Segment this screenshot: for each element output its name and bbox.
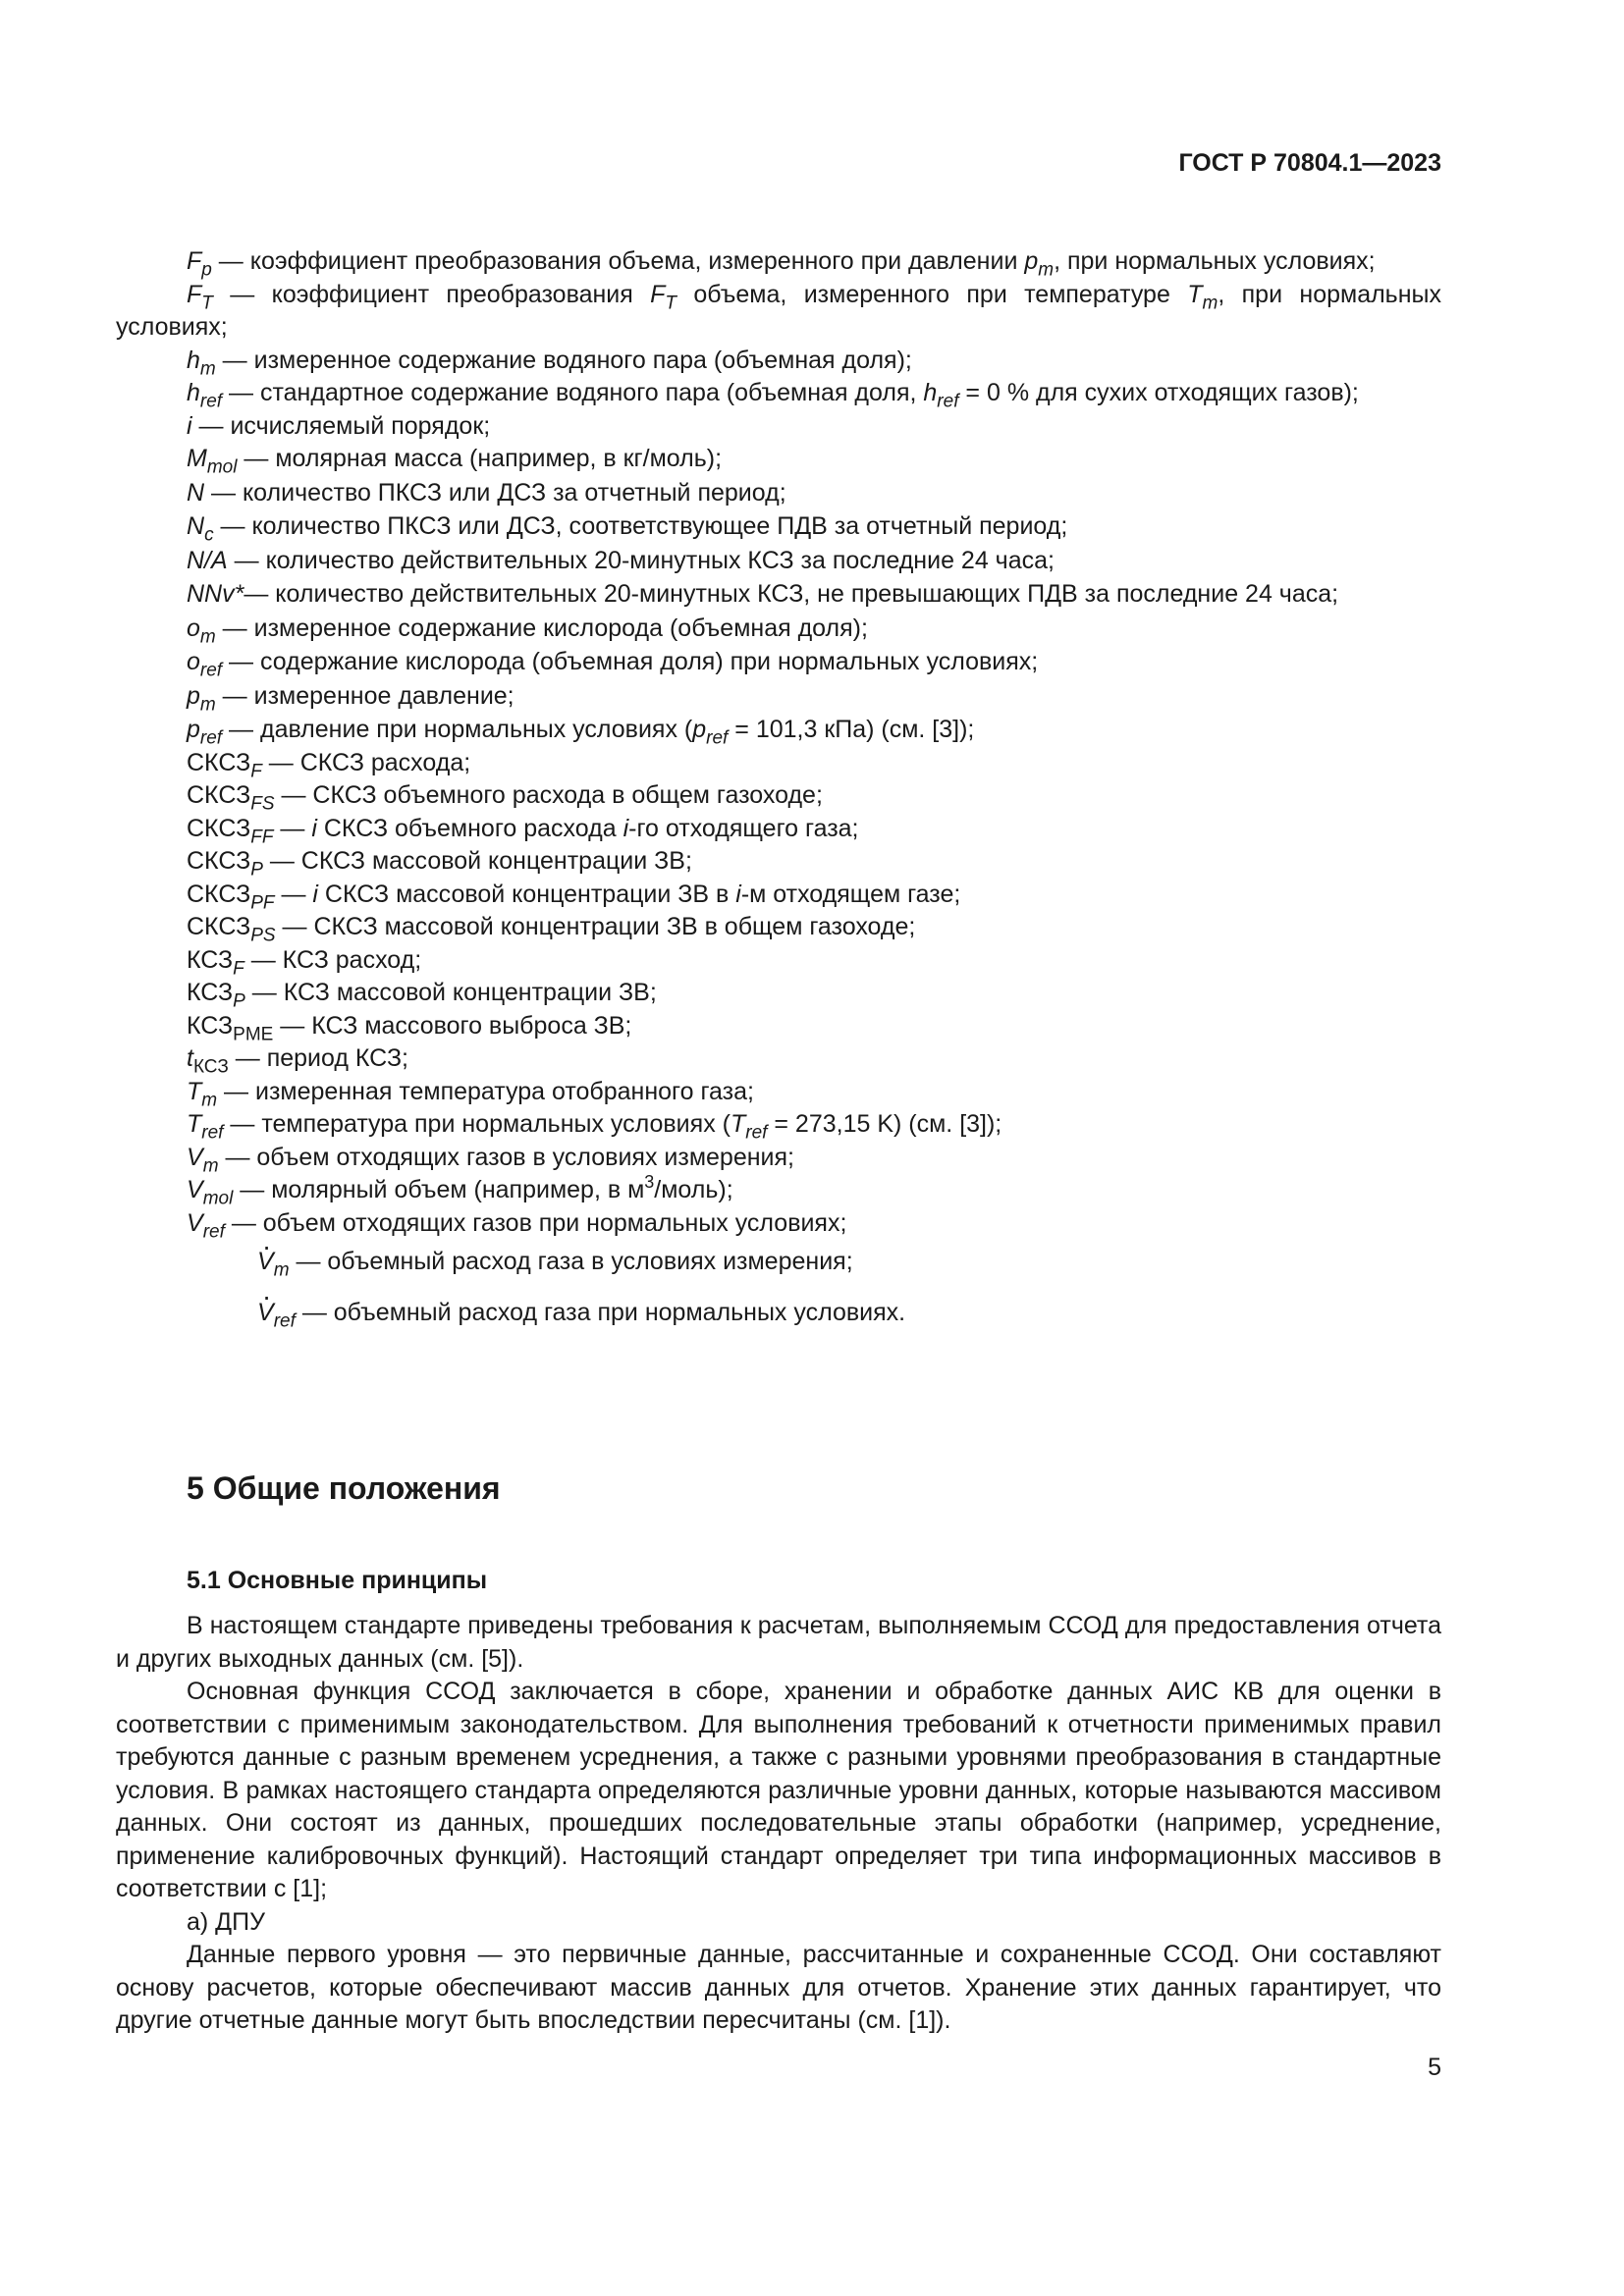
definition-text: -го отходящего газа;	[628, 814, 859, 842]
definition-text: СКСЗ	[187, 913, 251, 940]
symbol: NNv*	[187, 580, 244, 608]
symbol: i	[312, 880, 318, 908]
definition-text: — объемный расход газа в условиях измерения;	[289, 1248, 853, 1275]
body-text	[116, 1610, 1441, 2038]
definition-text: -м отходящем газе;	[740, 880, 961, 908]
definition-text: СКСЗ объемного расхода	[316, 814, 623, 842]
definition-text: — количество ПКСЗ или ДСЗ, соответствующее ПДВ за отчетный период;	[213, 512, 1068, 540]
definition-item	[116, 410, 1441, 444]
symbol: T	[187, 1110, 202, 1138]
definition-item	[116, 645, 1441, 679]
definition-item	[116, 345, 1441, 378]
definition-text: — стандартное содержание водяного пара (объемная доля,	[222, 379, 924, 406]
definition-item	[116, 245, 1441, 279]
subscript: m	[199, 358, 216, 380]
subscript: P	[233, 990, 245, 1012]
definition-item	[116, 879, 1441, 912]
definition-item	[116, 1042, 1441, 1076]
definition-text: /моль);	[654, 1176, 733, 1203]
definition-text: — измеренное давление;	[215, 681, 514, 710]
subscript: ref	[199, 660, 223, 681]
subscript: КСЗ	[192, 1056, 229, 1078]
paragraph: Основная функция ССОД заключается в сборе, хранении и обработке данных АИС КВ для оценки в соответствии с применимым законодательством. Для выполнения требований к отчетности применимых правил требуются данные с разным временем усреднения, а также с разными уровнями преобразования в стандартные условия. В рамках настоящего стандарта определяются различные уровни данных, которые называются массивом данных. Они состоят из данных, прошедших последовательные этапы обработки (например, усреднение, применение калибровочных функций). Настоящий стандарт определяет три типа информационных массивов в соответствии с [1];	[116, 1678, 1441, 1902]
symbol: T	[187, 1077, 202, 1105]
definition-item	[116, 1207, 1441, 1241]
subscript: ref	[199, 391, 223, 412]
definition-text: КСЗ	[187, 945, 234, 974]
definition-text: = 0 % для сухих отходящих газов);	[958, 379, 1359, 406]
symbol: p	[187, 716, 200, 743]
subscript: ref	[202, 1221, 225, 1243]
definition-item	[116, 1142, 1441, 1175]
symbol: i	[311, 814, 317, 842]
subscript: FS	[250, 793, 275, 815]
subscript: ref	[201, 1122, 224, 1144]
definition-text: — объемный расход газа при нормальных условиях.	[295, 1298, 906, 1326]
subscript: m	[199, 626, 216, 648]
definition-text: — КСЗ массового выброса ЗВ;	[273, 1011, 632, 1040]
definition-item	[116, 544, 1441, 578]
definition-text: СКСЗ	[187, 880, 251, 908]
subscript: PME	[233, 1024, 274, 1045]
definition-text: — коэффициент преобразования	[212, 280, 651, 308]
subscript: mol	[206, 456, 238, 478]
subscript: ref	[199, 727, 223, 749]
symbol: o	[187, 648, 200, 675]
subscript: m	[199, 694, 216, 716]
subscript: T	[665, 293, 677, 314]
symbol: h	[187, 379, 200, 406]
definition-item	[116, 1076, 1441, 1109]
symbol: o	[187, 614, 200, 642]
paragraph: Данные первого уровня — это первичные данные, рассчитанные и сохраненные ССОД. Они составляют основу расчетов, которые обеспечивают массив данных для отчетов. Хранение этих данных гарантирует, что другие отчетные данные могут быть впоследствии пересчитаны (см. [1]).	[116, 1941, 1441, 2034]
subscript: m	[1038, 259, 1055, 281]
subscript: T	[201, 293, 213, 314]
symbol: h	[923, 379, 938, 406]
definition-item	[116, 944, 1441, 978]
symbol: V	[187, 1176, 203, 1203]
subscript: m	[1202, 293, 1218, 314]
subscript: PF	[250, 892, 275, 914]
list-item: а) ДПУ	[187, 1907, 265, 1936]
subscript: ref	[937, 391, 959, 412]
definition-text: — содержание кислорода (объемная доля) при нормальных условиях;	[222, 648, 1039, 675]
definition-text: КСЗ	[187, 979, 234, 1006]
symbol: F	[187, 280, 202, 308]
definition-item	[116, 779, 1441, 813]
definition-text: — КСЗ расход;	[244, 945, 422, 974]
symbol: p	[187, 681, 200, 710]
definition-text: — СКСЗ объемного расхода в общем газоходе;	[274, 781, 823, 809]
subscript: ref	[706, 727, 729, 749]
symbol: i	[187, 411, 192, 440]
definition-item	[116, 713, 1441, 747]
symbol: N/A	[187, 546, 228, 574]
definition-item	[116, 1108, 1441, 1142]
symbol: M	[187, 445, 207, 472]
symbol: p	[692, 716, 707, 743]
subscript: m	[201, 1090, 218, 1111]
symbol: t	[187, 1044, 193, 1072]
definition-text: — молярный объем (например, в м	[233, 1176, 645, 1203]
definition-text: —	[273, 814, 312, 842]
definition-item	[116, 1246, 1441, 1279]
definition-text: СКСЗ	[187, 814, 251, 842]
symbol: i	[735, 880, 741, 908]
symbol: h	[187, 346, 200, 374]
symbol: V	[187, 1208, 203, 1237]
page-number: 5	[1428, 2054, 1441, 2081]
subsection-title: 5.1 Основные принципы	[187, 1567, 488, 1594]
definition-text: — количество действительных 20-минутных КСЗ за последние 24 часа;	[227, 546, 1055, 574]
symbol: F	[650, 280, 666, 308]
definition-text: — температура при нормальных условиях (	[223, 1110, 731, 1138]
definition-text: — СКСЗ расхода;	[261, 748, 471, 776]
definition-text: объема, измеренного при температуре	[677, 280, 1188, 308]
subscript: F	[233, 958, 244, 980]
definition-text: — измеренное содержание кислорода (объемная доля);	[215, 614, 868, 642]
subscript: P	[250, 859, 263, 881]
document-code: ГОСТ Р 70804.1—2023	[1178, 149, 1441, 177]
definition-text: — измеренное содержание водяного пара (объемная доля);	[215, 346, 912, 374]
symbol: · V	[187, 1297, 274, 1330]
symbol: V	[187, 1143, 203, 1171]
definition-text: — количество действительных 20-минутных КСЗ, не превышающих ПДВ за последние 24 часа;	[244, 580, 1339, 608]
subscript: FF	[250, 827, 274, 848]
definition-text: — количество ПКСЗ или ДСЗ за отчетный период;	[204, 478, 786, 507]
symbol: · V	[187, 1246, 274, 1279]
definition-text: — КСЗ массовой концентрации ЗВ;	[244, 979, 657, 1006]
definition-text: СКСЗ	[187, 781, 251, 809]
definition-text: — давление при нормальных условиях (	[222, 716, 693, 743]
definition-text: — объем отходящих газов при нормальных условиях;	[224, 1208, 847, 1237]
definition-item	[116, 476, 1441, 510]
definition-text: — исчисляемый порядок;	[191, 411, 491, 440]
definition-text: — СКСЗ массовой концентрации ЗВ;	[262, 847, 692, 875]
definition-item	[116, 813, 1441, 846]
definition-item	[116, 1297, 1441, 1330]
definition-text: —	[274, 880, 313, 908]
definition-text: , при нормальных условиях;	[116, 280, 1441, 341]
definition-text: — объем отходящих газов в условиях измерения;	[218, 1143, 794, 1171]
definition-text: — измеренная температура отобранного газа;	[217, 1077, 754, 1105]
subscript: ref	[745, 1122, 768, 1144]
symbol: i	[623, 814, 629, 842]
definition-item	[116, 279, 1441, 345]
definition-item	[116, 911, 1441, 944]
definition-text: — коэффициент преобразования объема, измеренного при давлении	[211, 247, 1025, 275]
definition-text: , при нормальных условиях;	[1054, 247, 1376, 275]
subscript: m	[202, 1155, 219, 1177]
superscript: 3	[644, 1172, 655, 1193]
symbol: T	[1187, 280, 1203, 308]
definition-item	[116, 577, 1441, 612]
symbol: N	[187, 478, 205, 507]
definition-text: СКСЗ массовой концентрации ЗВ в	[317, 880, 736, 908]
symbol: T	[730, 1110, 746, 1138]
definition-item	[116, 977, 1441, 1010]
symbol: p	[1024, 247, 1039, 275]
definition-text: — период КСЗ;	[228, 1044, 408, 1072]
symbol: F	[187, 247, 202, 275]
definition-text: = 273,15 K) (см. [3]);	[767, 1110, 1002, 1138]
definition-item	[116, 679, 1441, 714]
definition-item	[116, 747, 1441, 780]
definition-text: СКСЗ	[187, 748, 251, 776]
definition-item	[116, 612, 1441, 646]
subscript: mol	[202, 1188, 234, 1209]
definition-item	[116, 1174, 1441, 1207]
definitions-list	[116, 245, 1441, 1332]
definition-text: = 101,3 кПа) (см. [3]);	[728, 716, 975, 743]
definition-text: КСЗ	[187, 1011, 234, 1040]
definition-item	[116, 377, 1441, 410]
subscript: PS	[250, 925, 276, 946]
definition-text: СКСЗ	[187, 847, 251, 875]
section-title: 5 Общие положения	[187, 1470, 501, 1506]
definition-item	[116, 1010, 1441, 1043]
subscript: c	[204, 524, 214, 546]
subscript: p	[201, 259, 212, 281]
symbol: N	[187, 512, 205, 540]
definition-item	[116, 443, 1441, 476]
definition-item	[116, 845, 1441, 879]
definition-text: — молярная масса (например, в кг/моль);	[237, 445, 723, 472]
definition-text: — СКСЗ массовой концентрации ЗВ в общем газоходе;	[275, 913, 916, 940]
definition-item	[116, 509, 1441, 544]
subscript: ref	[273, 1310, 296, 1332]
subscript: m	[273, 1259, 290, 1281]
paragraph: В настоящем стандарте приведены требования к расчетам, выполняемым ССОД для предоставления отчета и других выходных данных (см. [5]).	[116, 1612, 1441, 1673]
subscript: F	[250, 761, 262, 782]
